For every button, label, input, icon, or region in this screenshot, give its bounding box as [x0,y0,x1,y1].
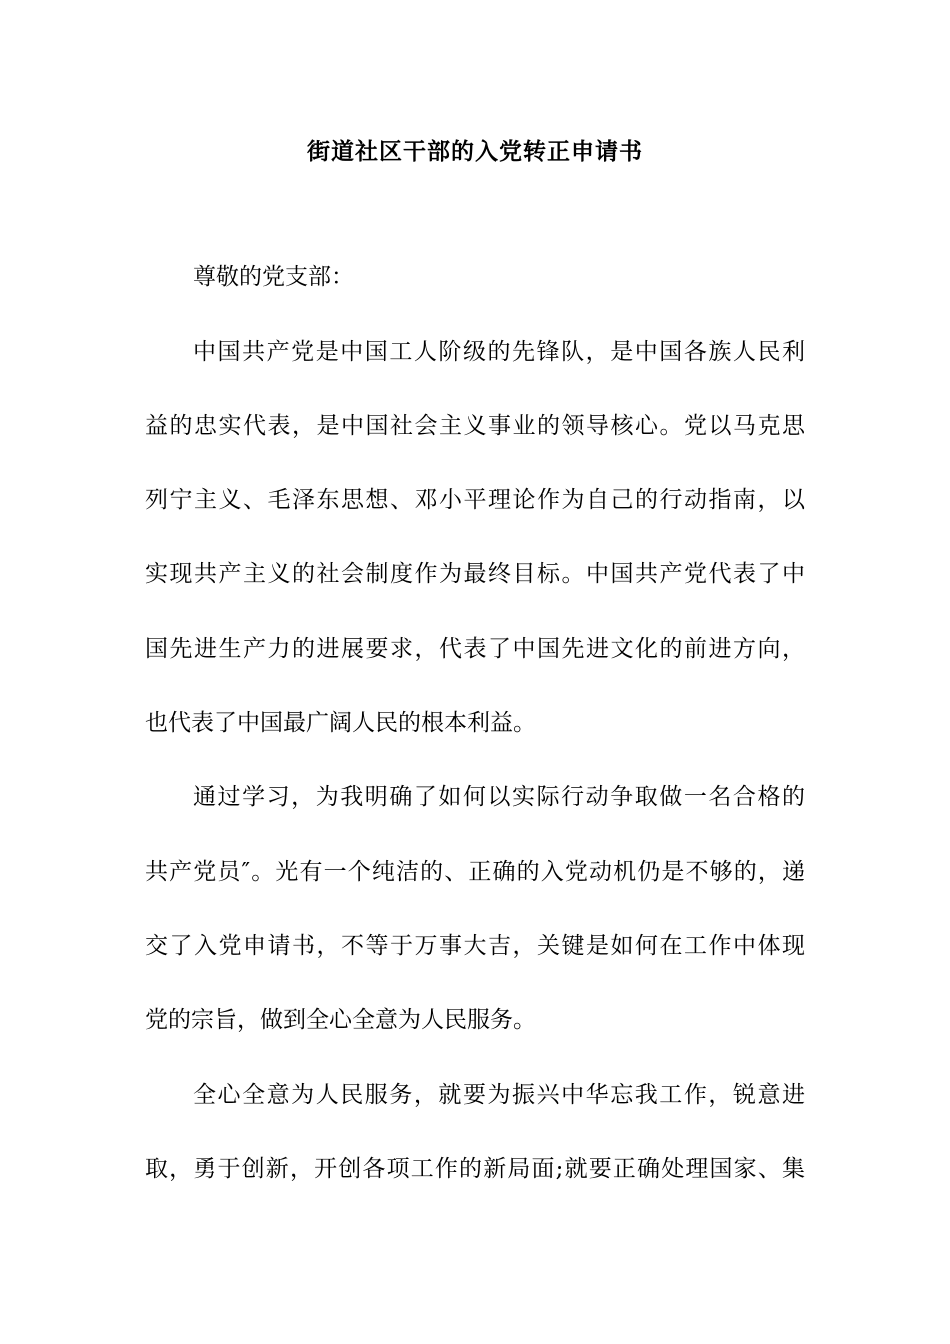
paragraph-1-line-3: 列宁主义、毛泽东思想、邓小平理论作为自己的行动指南，以 [145,487,805,513]
paragraph-2-line-4: 党的宗旨，做到全心全意为人民服务。 [145,1007,536,1033]
paragraph-1-line-1: 中国共产党是中国工人阶级的先锋队，是中国各族人民利 [193,339,805,365]
paragraph-1-line-4: 实现共产主义的社会制度作为最终目标。中国共产党代表了中 [145,561,805,587]
paragraph-1-line-2: 益的忠实代表，是中国社会主义事业的领导核心。党以马克思 [145,413,805,439]
paragraph-2-line-3: 交了入党申请书，不等于万事大吉，关键是如何在工作中体现 [145,933,805,959]
paragraph-1-line-6: 也代表了中国最广阔人民的根本利益。 [145,710,536,736]
paragraph-3-line-1: 全心全意为人民服务，就要为振兴中华忘我工作，锐意进 [193,1082,805,1108]
paragraph-2-line-2: 共产党员″。光有一个纯洁的、正确的入党动机仍是不够的，递 [145,859,805,885]
paragraph-2-line-1: 通过学习，为我明确了如何以实际行动争取做一名合格的 [193,784,805,810]
paragraph-3-line-2: 取，勇于创新，开创各项工作的新局面;就要正确处理国家、集 [145,1156,805,1182]
document-title: 街道社区干部的入党转正申请书 [307,138,643,165]
salutation: 尊敬的党支部： [193,264,354,290]
paragraph-1-line-5: 国先进生产力的进展要求，代表了中国先进文化的前进方向， [145,636,805,662]
